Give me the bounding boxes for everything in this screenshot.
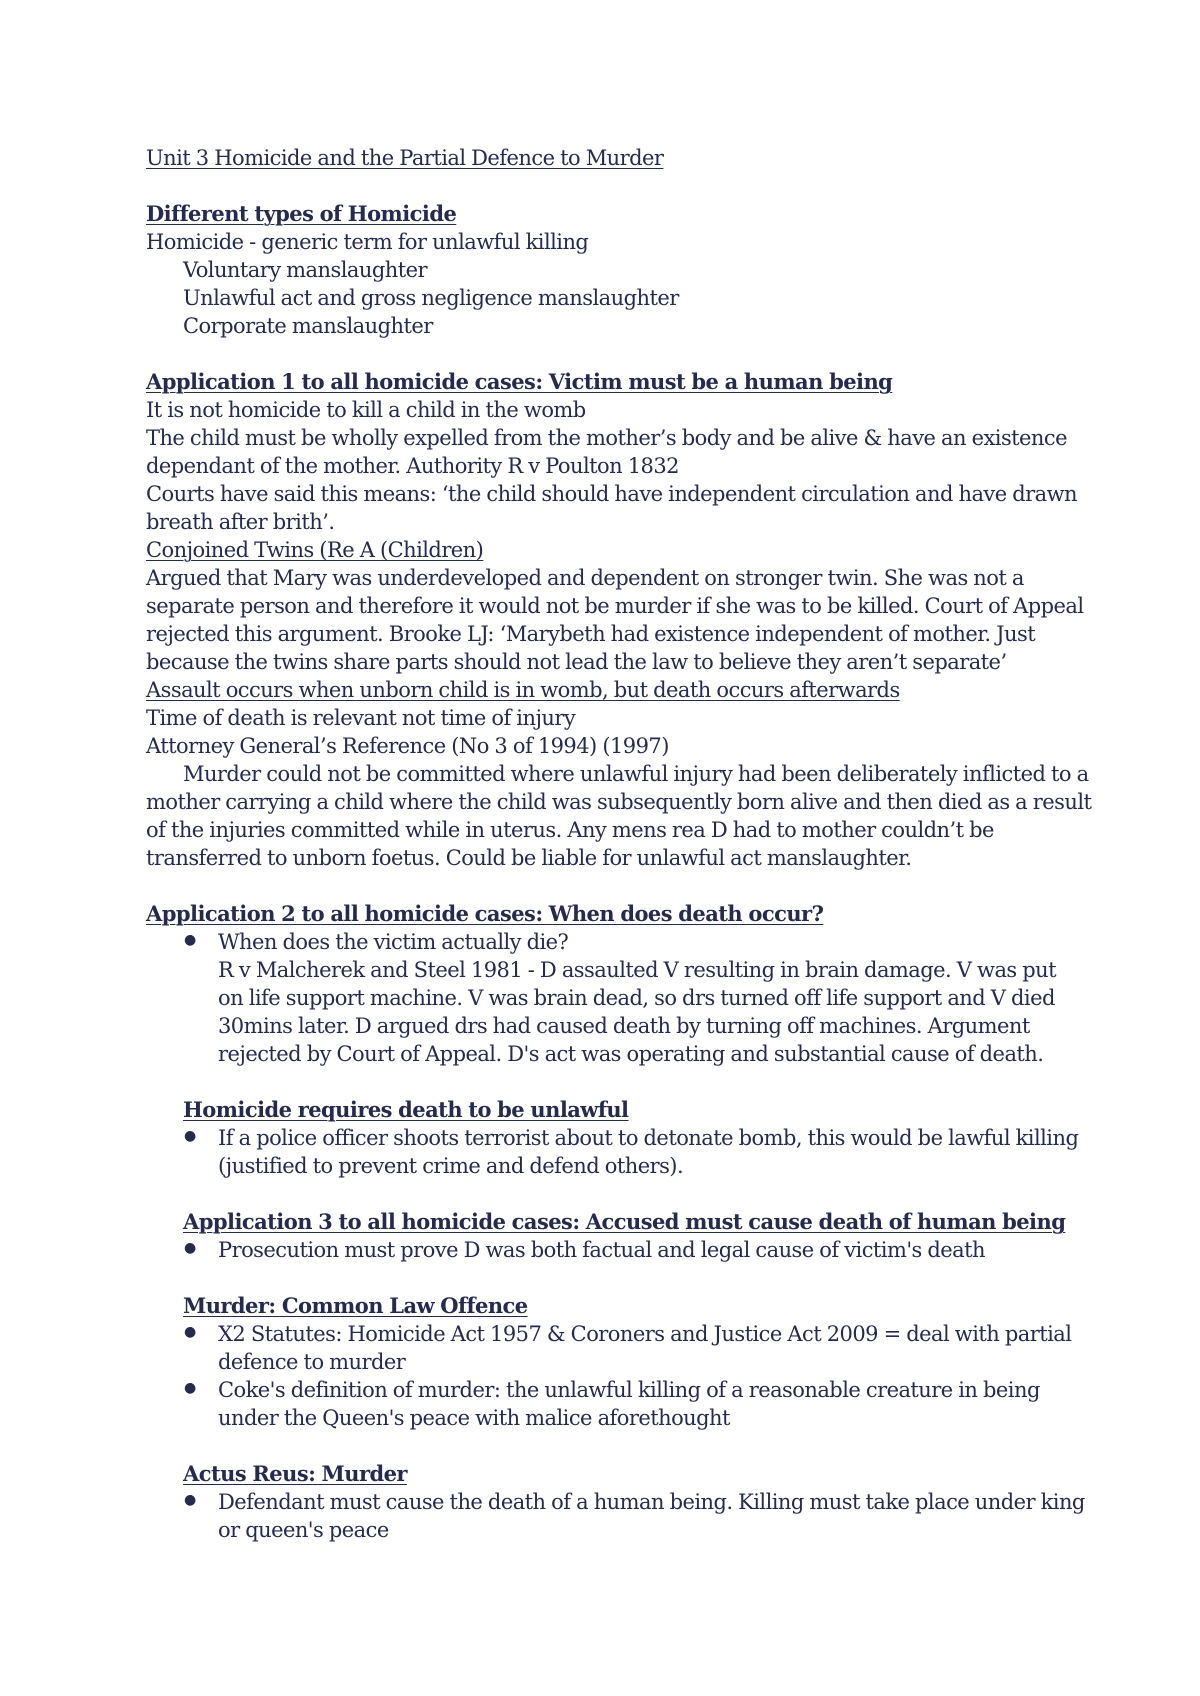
types-item: Voluntary manslaughter xyxy=(183,258,427,282)
section-heading-app1: Application 1 to all homicide cases: Victim must be a human being xyxy=(146,369,893,394)
text-line: Time of death is relevant not time of injury xyxy=(146,706,576,730)
subheading-assault: Assault occurs when unborn child is in womb, but death occurs afterwards xyxy=(146,678,900,702)
list-item xyxy=(183,1488,1085,1544)
bullet-icon: ● xyxy=(184,1380,196,1396)
section-heading-unlawful: Homicide requires death to be unlawful xyxy=(183,1097,629,1122)
text-line: mother carrying a child where the child was subsequently born alive and then died as a result xyxy=(146,790,1092,814)
document-title: Unit 3 Homicide and the Partial Defence to Murder xyxy=(146,146,664,170)
text-line: (justified to prevent crime and defend others). xyxy=(218,1154,684,1178)
list-item xyxy=(183,928,1076,1068)
types-intro: Homicide - generic term for unlawful killing xyxy=(146,230,589,254)
types-item: Corporate manslaughter xyxy=(183,314,433,338)
section-unlawful xyxy=(146,1096,1076,1124)
list-item xyxy=(183,1320,1076,1376)
text-line: Prosecution must prove D was both factual and legal cause of victim's death xyxy=(218,1238,986,1262)
types-item: Unlawful act and gross negligence manslaughter xyxy=(183,286,679,310)
section-heading-murder: Murder: Common Law Offence xyxy=(183,1293,528,1318)
text-line: Defendant must cause the death of a human being. Killing must take place under king xyxy=(218,1490,1085,1514)
subheading-conjoined-twins: Conjoined Twins (Re A (Children) xyxy=(146,538,484,562)
text-line: dependant of the mother. Authority R v Poulton 1832 xyxy=(146,454,679,478)
text-line: It is not homicide to kill a child in the womb xyxy=(146,398,586,422)
section-heading-actus-reus: Actus Reus: Murder xyxy=(183,1461,407,1486)
text-line: When does the victim actually die? xyxy=(218,930,569,954)
text-line: of the injuries committed while in uterus. Any mens rea D had to mother couldn’t be xyxy=(146,818,994,842)
section-app3 xyxy=(146,1208,1076,1236)
text-line: rejected this argument. Brooke LJ: ‘Marybeth had existence independent of mother. Just xyxy=(146,622,1036,646)
text-line: Argued that Mary was underdeveloped and dependent on stronger twin. She was not a xyxy=(146,566,1024,590)
section-actus-reus xyxy=(146,1460,1076,1488)
bullet-list xyxy=(146,1320,1076,1432)
text-line: Attorney General’s Reference (No 3 of 1994) (1997) xyxy=(146,734,669,758)
bullet-list xyxy=(146,1124,1079,1180)
section-heading-app3: Application 3 to all homicide cases: Accused must cause death of human being xyxy=(183,1209,1066,1234)
text-line: under the Queen's peace with malice aforethought xyxy=(218,1406,730,1430)
text-line: 30mins later. D argued drs had caused death by turning off machines. Argument xyxy=(218,1014,1030,1038)
bullet-icon: ● xyxy=(184,932,196,948)
list-item xyxy=(183,1236,1076,1264)
document-body xyxy=(146,144,1092,1544)
list-item xyxy=(183,1376,1076,1432)
bullet-list xyxy=(146,928,1076,1068)
section-heading-app2: Application 2 to all homicide cases: When does death occur? xyxy=(146,901,824,926)
section-heading-types: Different types of Homicide xyxy=(146,201,457,226)
bullet-icon: ● xyxy=(184,1492,196,1508)
text-line: If a police officer shoots terrorist about to detonate bomb, this would be lawful killing xyxy=(218,1126,1079,1150)
bullet-icon: ● xyxy=(184,1240,196,1256)
text-line: The child must be wholly expelled from the mother’s body and be alive & have an existence xyxy=(146,426,1067,450)
text-line: X2 Statutes: Homicide Act 1957 & Coroners and Justice Act 2009 = deal with partial xyxy=(218,1322,1072,1346)
bullet-icon: ● xyxy=(184,1324,196,1340)
bullet-list xyxy=(146,1236,1076,1264)
text-line: breath after brith’. xyxy=(146,510,335,534)
bullet-list xyxy=(146,1488,1085,1544)
text-line: separate person and therefore it would not be murder if she was to be killed. Court of Appeal xyxy=(146,594,1084,618)
text-line: because the twins share parts should not lead the law to believe they aren’t separate’ xyxy=(146,650,1007,674)
text-line: on life support machine. V was brain dead, so drs turned off life support and V died xyxy=(218,986,1055,1010)
text-line: Courts have said this means: ‘the child should have independent circulation and have drawn xyxy=(146,482,1077,506)
text-line: or queen's peace xyxy=(218,1518,389,1542)
text-line: Murder could not be committed where unlawful injury had been deliberately inflicted to a xyxy=(183,762,1089,786)
text-line: Coke's definition of murder: the unlawful killing of a reasonable creature in being xyxy=(218,1378,1040,1402)
text-line: rejected by Court of Appeal. D's act was operating and substantial cause of death. xyxy=(218,1042,1044,1066)
text-line: defence to murder xyxy=(218,1350,406,1374)
text-line: R v Malcherek and Steel 1981 - D assaulted V resulting in brain damage. V was put xyxy=(218,958,1057,982)
text-line: transferred to unborn foetus. Could be liable for unlawful act manslaughter. xyxy=(146,846,912,870)
list-item xyxy=(183,1124,1079,1180)
bullet-icon: ● xyxy=(184,1128,196,1144)
section-murder xyxy=(146,1292,1076,1320)
